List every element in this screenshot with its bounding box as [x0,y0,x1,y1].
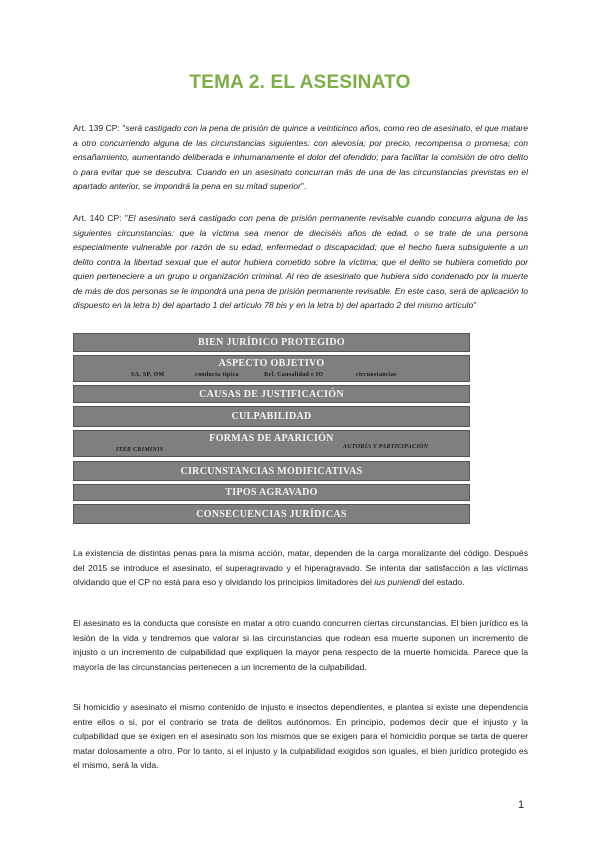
paragraph-asesinato-definicion: El asesinato es la conducta que consiste en matar a otro cuando concurren ciertas circunstancias. El bien jurídico es la lesión de la vida y tendremos que valorar si las circunstancias que rodean esa muerte suponen un incremento de injusto o un incremento de culpabilidad que expliquen la mayor pena respecto de la muerte homicida. Parece que la mayoría de las circunstancias pertenecen a un incremento de la culpabilidad. [73,618,528,672]
paragraph-penas: La existencia de distintas penas para la misma acción, matar, dependen de la carga moralizante del código. Después del 2015 se introduce el asesinato, el superagravado y el hiperagravado. Se intenta dar satisfacción a las víctimas olvidando que el CP no está para eso y olvidando los principios limitadores del ius puniendi del estado. [73,548,528,587]
article-139-paragraph [73,121,528,194]
bar-causas-justificacion: CAUSAS DE JUSTIFICACIÓN [73,385,470,403]
bar-formas-aparicion: FORMAS DE APARICIÓN ITER CRIMINIS AUTORÍA Y PARTICIPACIÓN [73,430,470,457]
bar-circunstancias: CIRCUNSTANCIAS MODIFICATIVAS [73,461,470,481]
bar-consecuencias: CONSECUENCIAS JURÍDICAS [73,504,470,524]
article-140-label: Art. 140 CP: " [73,213,128,223]
bar-bien-juridico: BIEN JURÍDICO PROTEGIDO [73,333,470,352]
page-number: 1 [518,799,525,811]
objetivo-sub-sujetos: SA, SP, OM [131,372,165,378]
bar-aspecto-objetivo: ASPECTO OBJETIVO SA, SP, OM conducta típica Rel. Causalidad e IO circunstancias [73,355,470,382]
objetivo-sub-conducta: conducta típica [195,372,239,378]
bar-culpabilidad: CULPABILIDAD [73,406,470,427]
article-140-paragraph [73,211,528,313]
article-140-end: " [473,300,477,310]
article-139-quote: será castigado con la pena de prisión de quince a veinticinco años, como reo de asesinato, el que matare a otro concurriendo alguna de las circunstancias siguientes: con alevosía; por precio, recompensa o promesa; con ensañamiento, aumentando deliberada e inhumanamente el dolor del ofendido; para facilitar la comisión de otro delito o para evitar que se descubra. Cuando en un asesinato concurran más de una de las circunstancias previstas en el apartado anterior, se impondrá la pena en su mitad superior [73,123,528,191]
article-139-end: ". [300,181,307,191]
paragraph-homicidio-asesinato: Si homicidio y asesinato el mismo contenido de injusto e insectos dependientes, e plantea si existe une dependencia entre ellos o si, por el contrario se trata de delitos autónomos. En principio, podemos decir que el injusto y la culpabilidad que se exigen en el asesinato son los mismos que se exigen para el homicidio porque se tarta de querer matar dolosamente a otro. Por lo tanto, si el injusto y la culpabilidad exigidos son iguales, el bien jurídico protegido es el mismo, será la vida. [73,702,528,770]
ius-puniendi: ius puniendi [374,577,421,587]
formas-sub-autoria: AUTORÍA Y PARTICIPACIÓN [343,444,429,450]
formas-sub-iter: ITER CRIMINIS [116,447,164,453]
objetivo-sub-causalidad: Rel. Causalidad e IO [264,372,324,378]
structure-diagram [73,333,470,524]
page-title: TEMA 2. EL ASESINATO [189,72,411,93]
article-139-label: Art. 139 CP: " [73,123,126,133]
article-140-quote: El asesinato será castigado con pena de prisión permanente revisable cuando concurra alguna de las siguientes circunstancias: que la víctima sea menor de dieciséis años de edad, o se trate de una persona especialmente vulnerable por razón de su edad, enfermedad o discapacidad; que el hecho fuera subsiguiente a un delito contra la libertad sexual que el autor hubiera cometido sobre la víctima; que el delito se hubiera cometido por quien perteneciere a un grupo u organización criminal. Al reo de asesinato que hubiera sido condenado por la muerte de más de dos personas se le impondrá una pena de prisión permanente revisable. En este caso, será de aplicación lo dispuesto en la letra b) del apartado 1 del artículo 78 bis y en la letra b) del apartado 2 del mismo artículo [73,213,528,310]
bar-tipos-agravado: TIPOS AGRAVADO [73,484,470,501]
objetivo-sub-circunstancias: circunstancias [356,372,397,378]
